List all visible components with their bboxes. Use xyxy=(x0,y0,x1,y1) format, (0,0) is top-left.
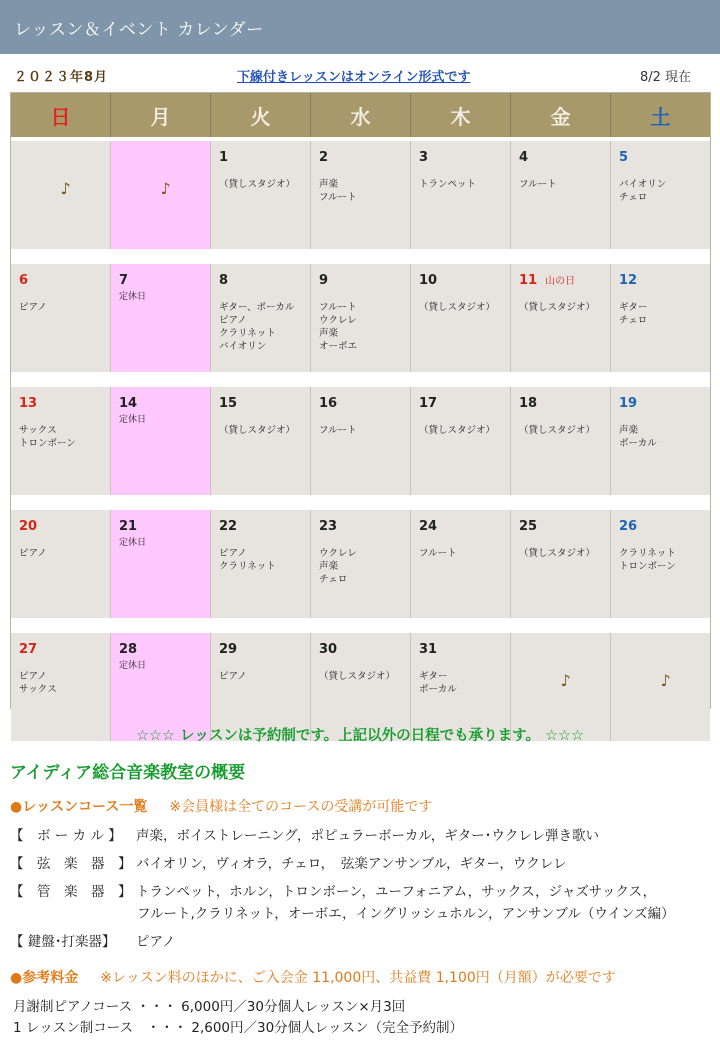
course-strings-label: 【 弦 楽 器 】 xyxy=(10,856,132,872)
music-note-icon: ♪ xyxy=(60,179,71,198)
online-format-note: 下線付きレッスンはオンライン形式です xyxy=(237,70,471,85)
day-lessons: フルート ウクレレ 声楽 オーボエ xyxy=(319,302,358,352)
month-label: ２０２３年8月 xyxy=(14,70,109,85)
weekday-thu: 木 xyxy=(411,93,511,137)
day-lessons: （貸しスタジオ） xyxy=(319,671,396,682)
day-number: 24 xyxy=(419,519,438,534)
header-bar xyxy=(0,0,720,54)
day-number: 10 xyxy=(419,273,438,288)
course-winds-label: 【 管 楽 器 】 xyxy=(10,884,132,900)
day-lessons: ギター、ボーカル ピアノ クラリネット バイオリン xyxy=(219,302,295,352)
day-lessons: （貸しスタジオ） xyxy=(519,425,596,436)
day-lessons: ギター ボーカル xyxy=(419,671,457,695)
calendar-day xyxy=(611,387,710,495)
day-number: 22 xyxy=(219,519,238,534)
calendar xyxy=(10,92,711,709)
calendar-day xyxy=(511,264,611,372)
weekday-wed: 水 xyxy=(311,93,411,137)
reservation-banner: ☆☆☆ レッスンは予約制です。上記以外の日程でも承ります。 ☆☆☆ xyxy=(135,728,585,744)
closed-day-label: 定休日 xyxy=(119,661,147,671)
day-lessons: フルート xyxy=(319,425,357,436)
fee-monthly-piano: 月謝制ピアノコース ・・・ 6,000円／30分個人レッスン×月3回 xyxy=(13,999,406,1015)
weekday-tue: 火 xyxy=(211,93,311,137)
calendar-week xyxy=(11,510,710,618)
course-strings xyxy=(10,852,567,872)
day-lessons: （貸しスタジオ） xyxy=(519,548,596,559)
day-lessons: フルート xyxy=(419,548,457,559)
calendar-day xyxy=(411,264,511,372)
calendar-day xyxy=(211,387,311,495)
day-number: 3 xyxy=(419,150,429,165)
weekday-header xyxy=(11,93,710,137)
calendar-day xyxy=(211,510,311,618)
day-number: 28 xyxy=(119,642,138,657)
calendar-day xyxy=(511,510,611,618)
day-number: 9 xyxy=(319,273,329,288)
calendar-week xyxy=(11,387,710,495)
day-number: 1 xyxy=(219,150,229,165)
day-number: 21 xyxy=(119,519,138,534)
fees-heading-label: ●参考料金 xyxy=(10,970,79,986)
fees-heading-note: ※レッスン料のほかに、ご入会金 11,000円、共益費 1,100円（月額）が必要です xyxy=(100,970,616,986)
day-lessons: ギター チェロ xyxy=(619,302,648,326)
day-lessons: （貸しスタジオ） xyxy=(219,425,296,436)
course-vocal xyxy=(10,824,599,844)
day-lessons: （貸しスタジオ） xyxy=(519,302,596,313)
day-number: 29 xyxy=(219,642,238,657)
course-winds-list: トランペット，ホルン，トロンボーン，ユーフォニアム，サックス，ジャズサックス， xyxy=(136,884,657,900)
calendar-day xyxy=(311,510,411,618)
course-strings-list: バイオリン，ヴィオラ，チェロ， 弦楽アンサンブル，ギター，ウクレレ xyxy=(136,856,567,872)
calendar-day xyxy=(311,141,411,249)
day-number: 30 xyxy=(319,642,338,657)
calendar-day xyxy=(411,387,511,495)
fees-heading xyxy=(10,967,616,987)
weekday-mon: 月 xyxy=(111,93,211,137)
course-winds-list-cont: フルート,クラリネット，オーボエ，イングリッシュホルン，アンサンブル（ウインズ編） xyxy=(137,906,675,922)
day-number: 18 xyxy=(519,396,538,411)
calendar-day xyxy=(411,510,511,618)
music-note-icon: ♪ xyxy=(560,671,571,690)
course-vocal-list: 声楽，ボイストレーニング，ポピュラーボーカル，ギター･ウクレレ弾き歌い xyxy=(136,828,599,844)
fee-single-lesson: 1 レッスン制コース ・・・ 2,600円／30分個人レッスン（完全予約制） xyxy=(13,1020,464,1036)
course-keys-label: 【 鍵盤･打楽器】 xyxy=(10,934,116,950)
day-number: 8 xyxy=(219,273,229,288)
day-number: 14 xyxy=(119,396,138,411)
calendar-day xyxy=(311,387,411,495)
calendar-week xyxy=(11,264,710,372)
course-keys-list: ピアノ xyxy=(136,934,176,950)
calendar-day xyxy=(211,141,311,249)
course-vocal-label: 【 ボ ー カ ル 】 xyxy=(10,828,122,844)
calendar-day xyxy=(611,264,710,372)
day-lessons: ピアノ xyxy=(19,302,47,313)
day-number: 17 xyxy=(419,396,438,411)
school-overview-title: アイディア総合音楽教室の概要 xyxy=(10,763,246,783)
day-number: 11 xyxy=(519,273,538,288)
calendar-day xyxy=(211,264,311,372)
closed-day-label: 定休日 xyxy=(119,415,147,425)
courses-heading-note: ※会員様は全てのコースの受講が可能です xyxy=(169,799,433,815)
calendar-day xyxy=(111,141,211,249)
day-lessons: ピアノ xyxy=(19,548,47,559)
weekday-sun: 日 xyxy=(11,93,111,137)
day-number: 16 xyxy=(319,396,338,411)
day-lessons: フルート xyxy=(519,179,557,190)
day-lessons: トランペット xyxy=(419,179,477,190)
closed-day-label: 定休日 xyxy=(119,538,147,548)
day-lessons: 声楽 フルート xyxy=(319,179,357,203)
weekday-sat: 土 xyxy=(611,93,710,137)
calendar-day xyxy=(111,387,211,495)
calendar-day xyxy=(611,510,710,618)
course-keys xyxy=(10,930,175,950)
day-number: 19 xyxy=(619,396,638,411)
page-title: レッスン＆イベント カレンダー xyxy=(14,20,264,40)
music-note-icon: ♪ xyxy=(160,179,171,198)
calendar-week xyxy=(11,141,710,249)
course-winds xyxy=(10,880,656,900)
day-number: 15 xyxy=(219,396,238,411)
day-number: 12 xyxy=(619,273,638,288)
day-number: 31 xyxy=(419,642,438,657)
day-lessons: ピアノ xyxy=(219,671,247,682)
calendar-day xyxy=(11,510,111,618)
calendar-day xyxy=(411,141,511,249)
day-lessons: 声楽 ボーカル xyxy=(619,425,657,449)
music-note-icon: ♪ xyxy=(660,671,671,690)
day-number: 5 xyxy=(619,150,629,165)
day-lessons: ピアノ サックス xyxy=(19,671,57,695)
weekday-fri: 金 xyxy=(511,93,611,137)
calendar-day xyxy=(511,141,611,249)
calendar-weeks xyxy=(11,141,710,741)
calendar-day xyxy=(611,141,710,249)
day-number: 2 xyxy=(319,150,329,165)
day-number: 23 xyxy=(319,519,338,534)
day-number: 25 xyxy=(519,519,538,534)
day-number: 27 xyxy=(19,642,38,657)
day-lessons: （貸しスタジオ） xyxy=(419,302,496,313)
courses-heading xyxy=(10,796,432,816)
closed-day-label: 定休日 xyxy=(119,292,147,302)
day-number: 4 xyxy=(519,150,529,165)
calendar-day xyxy=(111,264,211,372)
courses-heading-label: ●レッスンコース一覧 xyxy=(10,799,148,815)
calendar-day xyxy=(511,387,611,495)
day-lessons: （貸しスタジオ） xyxy=(219,179,296,190)
as-of-date: 8/2 現在 xyxy=(640,70,692,85)
calendar-day xyxy=(11,141,111,249)
calendar-day xyxy=(311,264,411,372)
day-number: 7 xyxy=(119,273,129,288)
calendar-day xyxy=(11,264,111,372)
day-lessons: クラリネット トロンボーン xyxy=(619,548,676,572)
day-number: 6 xyxy=(19,273,29,288)
day-number: 13 xyxy=(19,396,38,411)
calendar-day xyxy=(111,510,211,618)
calendar-day xyxy=(11,387,111,495)
day-number: 20 xyxy=(19,519,38,534)
day-number: 26 xyxy=(619,519,638,534)
day-lessons: バイオリン チェロ xyxy=(619,179,667,203)
day-lessons: ピアノ クラリネット xyxy=(219,548,276,572)
day-lessons: ウクレレ 声楽 チェロ xyxy=(319,548,357,585)
holiday-name: 山の日 xyxy=(545,276,576,287)
day-lessons: （貸しスタジオ） xyxy=(419,425,496,436)
day-lessons: サックス トロンボーン xyxy=(19,425,76,449)
